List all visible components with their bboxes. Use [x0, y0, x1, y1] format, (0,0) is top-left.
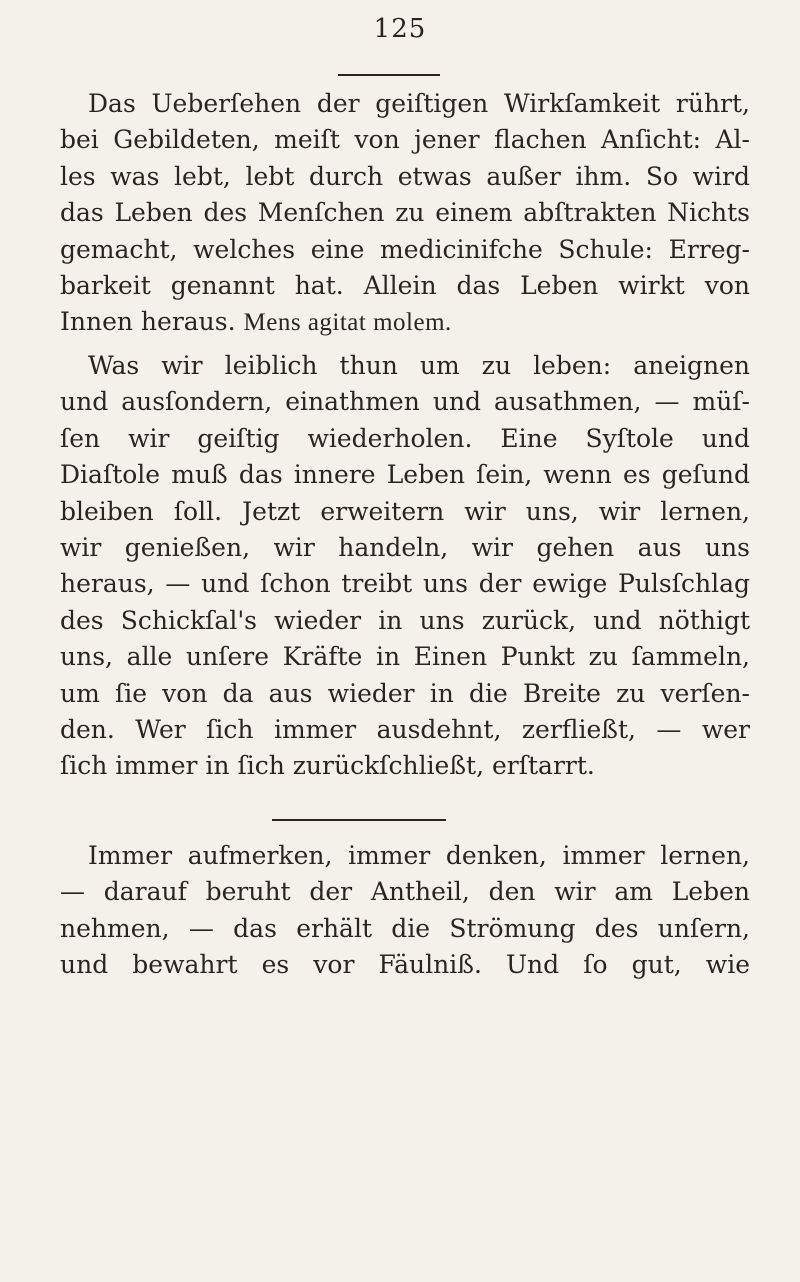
text-line: Innen heraus. [60, 307, 236, 337]
text-line: nehmen, — das erhält die Strömung des unſern, [60, 913, 750, 943]
text-line: und bewahrt es vor Fäulniß. Und ſo gut, wie [60, 950, 750, 980]
paragraph-1 [60, 86, 750, 341]
latin-quote: Mens agitat molem. [243, 309, 452, 337]
text-line: und ausſondern, einathmen und ausathmen, — müſ- [60, 387, 750, 417]
text-line-with-quote [60, 304, 750, 340]
text-line: les was lebt, lebt durch etwas außer ihm. So wird [60, 161, 750, 191]
text-line: ſen wir geiſtig wiederholen. Eine Syſtole und [60, 423, 750, 453]
page-number: 125 [373, 14, 427, 44]
text-line: — darauf beruht der Antheil, den wir am Leben [60, 877, 750, 907]
text-line: barkeit genannt hat. Allein das Leben wirkt von [60, 270, 750, 300]
text-line: den. Wer ſich immer ausdehnt, zerfließt, — wer [60, 714, 750, 744]
header-rule [338, 74, 440, 76]
paragraph-3 [60, 838, 750, 984]
text-line: bei Gebildeten, meiſt von jener flachen Anſicht: Al- [60, 125, 750, 155]
text-line: Immer aufmerken, immer denken, immer lernen, [88, 841, 750, 870]
text-line: wir genießen, wir handeln, wir gehen aus uns [60, 532, 750, 562]
paragraph-2 [60, 348, 750, 785]
text-line: ſich immer in ſich zurückſchließt, erſtarrt. [60, 751, 595, 781]
text-line: Das Ueberſehen der geiſtigen Wirkſamkeit rührt, [88, 89, 750, 118]
text-line: um ſie von da aus wieder in die Breite zu verſen- [60, 678, 750, 708]
text-line: uns, alle unſere Kräfte in Einen Punkt zu ſammeln, [60, 642, 750, 672]
text-line: Was wir leiblich thun um zu leben: aneignen [88, 351, 750, 380]
text-line: gemacht, welches eine medicinifche Schule: Erreg- [60, 234, 750, 264]
section-divider [272, 819, 446, 821]
text-line: das Leben des Menſchen zu einem abſtrakten Nichts [60, 198, 750, 228]
text-line: des Schickſal's wieder in uns zurück, und nöthigt [60, 605, 750, 635]
text-line: bleiben ſoll. Jetzt erweitern wir uns, wir lernen, [60, 496, 750, 526]
text-line: Diaſtole muß das innere Leben ſein, wenn es geſund [60, 460, 750, 490]
text-line: heraus, — und ſchon treibt uns der ewige Pulsſchlag [60, 569, 750, 599]
